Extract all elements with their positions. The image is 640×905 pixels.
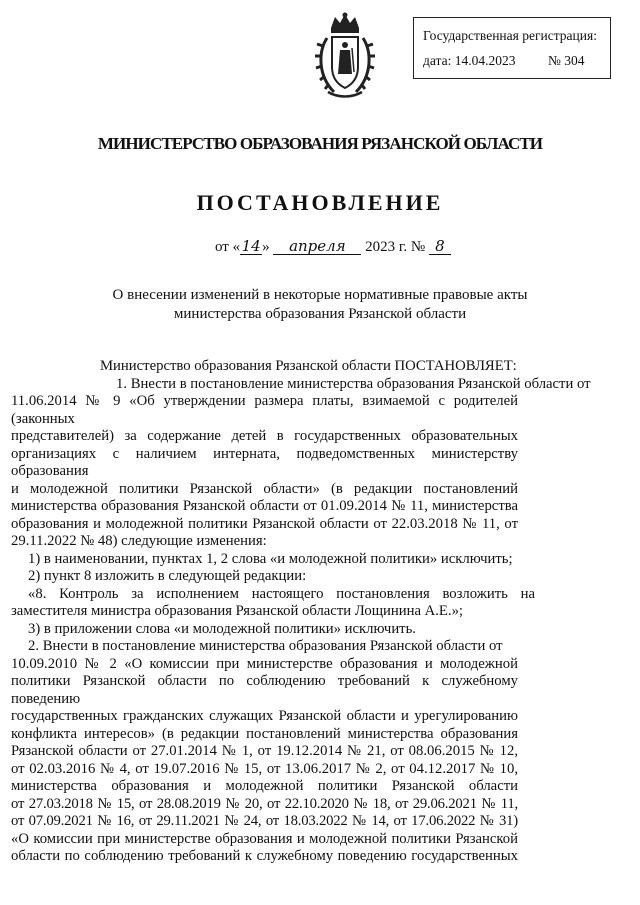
handwritten-month: апреля	[273, 239, 361, 255]
body-line: организациях с наличием интерната, подведомственных министерству образования	[11, 445, 518, 479]
body-line: «8. Контроль за исполнением настоящего постановления возложить на	[28, 585, 535, 602]
ryazan-coat-of-arms-icon	[314, 12, 376, 100]
body-line: заместителя министра образования Рязанской области Лощинина А.Е.»;	[11, 603, 463, 619]
body-line: образования и молодежной политики Рязанской области от 22.03.2018 № 11, от	[11, 515, 518, 532]
body-line: 1. Внести в постановление министерства образования Рязанской области от	[116, 375, 591, 392]
registration-title: Государственная регистрация:	[423, 28, 597, 43]
handwritten-number: 8	[429, 239, 451, 255]
date-prefix: от «	[215, 239, 241, 255]
body-line: Министерство образования Рязанской области ПОСТАНОВЛЯЕТ:	[100, 358, 517, 374]
body-line: представителей) за содержание детей в государственных образовательных	[11, 428, 518, 444]
body-line: от 27.03.2018 № 15, от 28.08.2019 № 20, от 22.10.2020 № 18, от 29.06.2021 № 11,	[11, 795, 518, 812]
registration-number: № 304	[548, 53, 585, 68]
body-line: 2. Внести в постановление министерства образования Рязанской области от	[28, 638, 503, 654]
title-line-2: министерства образования Рязанской области	[173, 306, 467, 322]
body-line: министерства образования Рязанской области от 01.09.2014 № 11, министерства	[11, 498, 518, 514]
document-body	[11, 358, 608, 866]
body-line: 10.09.2010 № 2 «О комиссии при министерстве образования и молодежной	[11, 655, 518, 672]
registration-box	[413, 17, 611, 79]
body-line: от 07.09.2021 № 16, от 29.11.2021 № 24, от 18.03.2022 № 14, от 17.06.2022 № 31)	[11, 813, 518, 829]
body-line: 29.11.2022 № 48) следующие изменения:	[11, 533, 267, 549]
body-line: и молодежной политики Рязанской области» (в редакции постановлений	[11, 480, 518, 497]
date-year: 2023 г. №	[365, 239, 426, 255]
body-line: государственных гражданских служащих Рязанской области и урегулированию	[11, 708, 518, 724]
body-line: области по соблюдению требований к служебному поведению государственных	[11, 848, 518, 864]
body-line: 2) пункт 8 изложить в следующей редакции:	[28, 568, 307, 584]
body-line: «О комиссии при министерстве образования и молодежной политики Рязанской	[11, 830, 518, 847]
body-line: от 02.03.2016 № 4, от 19.07.2016 № 15, от 13.06.2017 № 2, от 04.12.2017 № 10,	[11, 760, 518, 777]
document-title	[60, 286, 580, 324]
body-line: конфликта интересов» (в редакции постановлений министерства образования	[11, 725, 518, 742]
registration-date: дата: 14.04.2023	[423, 53, 516, 68]
body-line: 1) в наименовании, пунктах 1, 2 слова «и молодежной политики» исключить;	[28, 550, 513, 567]
body-line: 3) в приложении слова «и молодежной политики» исключить.	[28, 620, 416, 637]
body-line: политики Рязанской области по соблюдению требований к служебному поведению	[11, 673, 518, 707]
date-mid: »	[262, 239, 270, 255]
body-line: 11.06.2014 № 9 «Об утверждении размера платы, взимаемой с родителей (законных	[11, 393, 518, 427]
body-line: министерства образования и молодежной политики Рязанской области	[11, 778, 518, 794]
title-line-1: О внесении изменений в некоторые нормативные правовые акты	[112, 287, 528, 303]
handwritten-day: 14	[241, 237, 261, 255]
body-line: Рязанской области от 27.01.2014 № 1, от 19.12.2014 № 21, от 08.06.2015 № 12,	[11, 743, 518, 759]
document-type: ПОСТАНОВЛЕНИЕ	[196, 190, 444, 215]
document-date-line	[215, 239, 451, 256]
ministry-name: МИНИСТЕРСТВО ОБРАЗОВАНИЯ РЯЗАНСКОЙ ОБЛАСТИ	[97, 134, 543, 153]
